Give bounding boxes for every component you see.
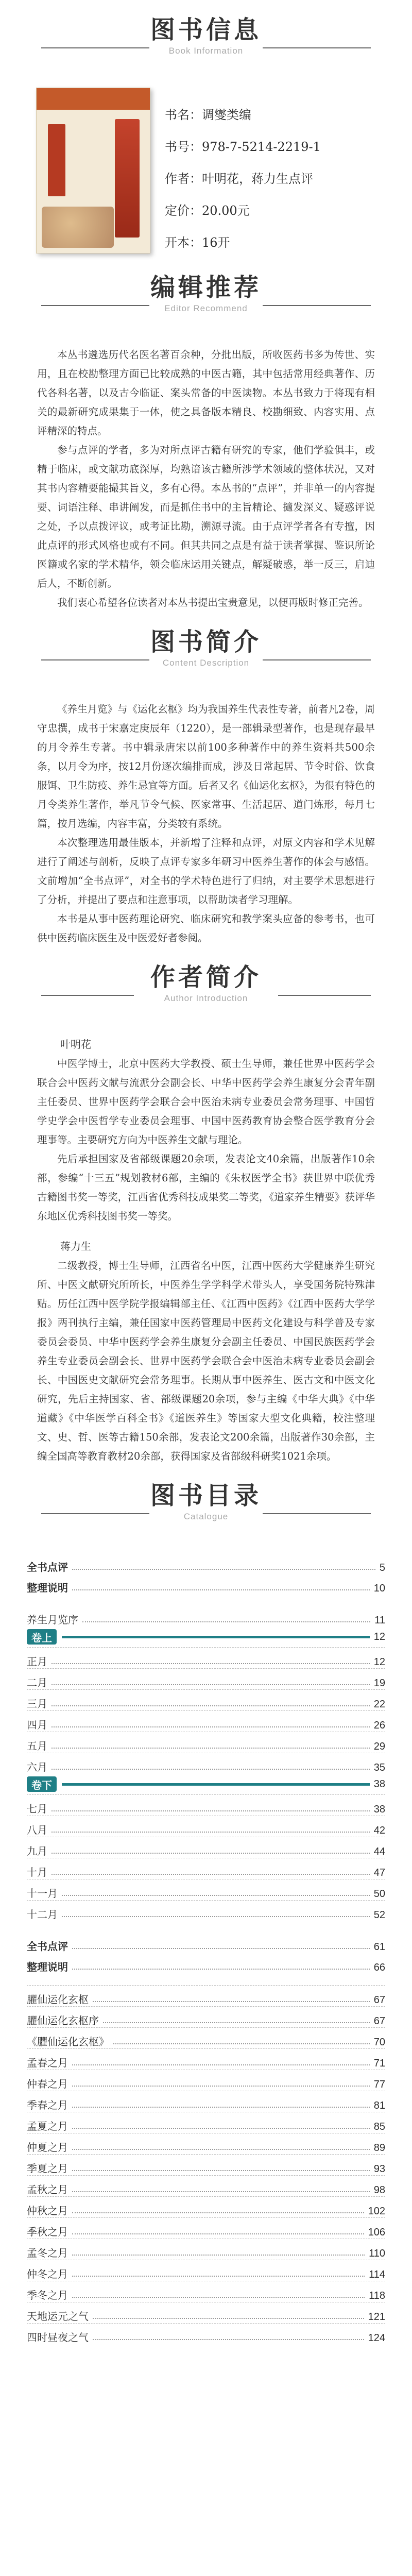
toc-dot-leader <box>93 2001 370 2002</box>
toc-dot-leader <box>72 2255 365 2256</box>
toc-entry <box>27 1689 385 1710</box>
volume-2-tag: 卷下 <box>27 1776 57 1792</box>
volume-1-bar <box>27 1626 385 1647</box>
toc-dot-leader <box>82 1621 370 1622</box>
toc-entry-page: 38 <box>373 1804 385 1815</box>
editor-text <box>0 345 412 612</box>
book-isbn-line: 书号：978-7-5214-2219-1 <box>165 140 321 154</box>
toc-entry-title: 九月 <box>27 1845 47 1857</box>
toc-dot-leader <box>72 2064 370 2065</box>
intro-paragraph: 本书是从事中医药理论研究、临床研究和教学案头应备的参考书，也可供中医药临床医生及中医爱好者参阅。 <box>37 913 375 944</box>
toc-entry-page: 10 <box>373 1583 385 1594</box>
toc-entry <box>27 1816 385 1837</box>
toc-dot-leader <box>72 2149 370 2150</box>
toc-entry <box>27 1668 385 1689</box>
toc-entry <box>27 1574 385 1595</box>
table-of-contents <box>0 1553 412 2344</box>
book-info-lines <box>165 99 321 259</box>
toc-entry-title: 整理说明 <box>27 1961 68 1973</box>
toc-entry <box>27 2281 385 2302</box>
toc-entry-page: 26 <box>373 1720 385 1731</box>
book-info-block <box>0 88 412 258</box>
toc-entry-title: 季冬之月 <box>27 2289 68 2301</box>
volume-1-page: 12 <box>373 1631 385 1642</box>
toc-entry-title: 十月 <box>27 1866 47 1878</box>
section-subtitle: Editor Recommend <box>164 303 248 313</box>
toc-dot-leader <box>72 2107 370 2108</box>
toc-entry <box>27 1732 385 1753</box>
header-rule-left <box>41 995 134 996</box>
section-title: 编辑推荐 <box>150 273 262 302</box>
toc-entry <box>27 1647 385 1668</box>
toc-entry <box>27 2112 385 2133</box>
header-rule-left <box>41 47 149 48</box>
toc-dot-leader <box>72 2276 365 2277</box>
toc-entry-title: 正月 <box>27 1655 47 1668</box>
toc-entry-page: 19 <box>373 1677 385 1689</box>
toc-entry-page: 67 <box>373 1994 385 2006</box>
section-title: 图书信息 <box>150 15 262 44</box>
section-subtitle: Content Description <box>162 658 250 668</box>
toc-entry <box>27 2217 385 2239</box>
author-paragraph: 先后承担国家及省部级课题20余项，发表论文40余篇，出版著作10余部，参编“十三五”规划教材6部，主编的《朱权医学全书》获世界中联优秀古籍图书奖一等奖，江西省优秀科技成果奖二等奖，《道家养生精要》获评华东地区优秀科技图书奖一等奖。 <box>37 1153 375 1222</box>
toc-entry-title: 仲秋之月 <box>27 2205 68 2217</box>
header-rule-right <box>278 995 371 996</box>
toc-entry <box>27 2196 385 2217</box>
toc-entry <box>27 1710 385 1732</box>
toc-entry <box>27 2091 385 2112</box>
toc-dot-leader <box>72 1589 370 1590</box>
toc-entry <box>27 1794 385 1816</box>
toc-entry-page: 114 <box>369 2269 385 2280</box>
editor-paragraph: 本丛书遴选历代名医名著百余种，分批出版，所收医药书多为传世、实用，且在校勘整理方面已比较成熟的中医古籍，其中包括常用经典著作、历代各科名著，以及古今临证、案头常备的中医读物。本丛书致力于将现有相关的最新研究成果集于一体，使之具备版本精良、校勘细致、内容实用、点评精深的特点。 <box>37 349 375 437</box>
toc-entry <box>27 2006 385 2027</box>
toc-dot-leader <box>103 2022 370 2023</box>
toc-entry <box>27 2260 385 2281</box>
toc-entry-page: 118 <box>369 2290 385 2301</box>
toc-entry-page: 71 <box>373 2058 385 2069</box>
intro-header <box>0 612 412 700</box>
toc-entry-page: 77 <box>373 2079 385 2090</box>
author-paragraph: 中医学博士，北京中医药大学教授、硕士生导师，兼任世界中医药学会联合会中医药文献与流派分会副会长、中华中医药学会养生康复分会青年副主任委员、世界中医药学会联合会中医治未病专业委员会常务理事、中国哲学史学会中医哲学专业委员会理事、中国中医药教育协会整合医学教育分会理事等。主要研究方向为中医养生文献与理论。 <box>37 1058 375 1146</box>
section-subtitle: Author Introduction <box>164 993 248 1003</box>
toc-entry <box>27 1553 385 1574</box>
toc-entry-page: 106 <box>368 2227 385 2238</box>
toc-entry-title: 季春之月 <box>27 2099 68 2111</box>
toc-entry-title: 四时昼夜之气 <box>27 2331 89 2344</box>
toc-entry-title: 十二月 <box>27 1908 58 1921</box>
toc-entry <box>27 1753 385 1774</box>
toc-entry <box>27 2239 385 2260</box>
header-rule-right <box>263 47 371 48</box>
toc-entry <box>27 2048 385 2070</box>
toc-entry-title: 孟冬之月 <box>27 2247 68 2259</box>
toc-dot-leader <box>93 2318 364 2319</box>
toc-entry-title: 孟春之月 <box>27 2057 68 2069</box>
header-rule-left <box>41 1513 149 1514</box>
toc-dot-leader <box>52 1832 370 1833</box>
author-text <box>0 1035 412 1466</box>
toc-entry-title: 六月 <box>27 1761 47 1773</box>
header-rule-left <box>41 305 149 306</box>
toc-dot-leader <box>93 2339 364 2340</box>
toc-dot-leader <box>113 2043 370 2044</box>
toc-entry-title: 全书点评 <box>27 1561 68 1573</box>
section-title: 图书目录 <box>150 1481 262 1510</box>
header-rule-left <box>41 659 149 660</box>
toc-entry <box>27 1879 385 1900</box>
toc-dot-leader <box>52 1663 370 1664</box>
toc-entry-page: 52 <box>373 1909 385 1921</box>
toc-entry <box>27 1953 385 1974</box>
toc-entry-page: 81 <box>373 2100 385 2111</box>
toc-dot-leader <box>52 1874 370 1875</box>
toc-entry <box>27 2070 385 2091</box>
intro-text <box>0 700 412 947</box>
section-subtitle: Book Information <box>168 46 244 56</box>
toc-entry-title: 季夏之月 <box>27 2162 68 2175</box>
toc-entry <box>27 2133 385 2154</box>
toc-entry-title: 七月 <box>27 1803 47 1815</box>
toc-entry <box>27 2154 385 2175</box>
toc-entry-page: 12 <box>373 1656 385 1668</box>
toc-entry-title: 五月 <box>27 1740 47 1752</box>
toc-entry-page: 66 <box>373 1962 385 1973</box>
toc-entry-page: 50 <box>373 1888 385 1900</box>
cover-title-strip <box>115 119 140 238</box>
toc-entry-title: 孟秋之月 <box>27 2183 68 2196</box>
toc-entry-title: 八月 <box>27 1824 47 1836</box>
toc-entry-page: 42 <box>373 1825 385 1836</box>
toc-entry-title: 《臞仙运化玄枢》 <box>27 2036 109 2048</box>
header-rule-right <box>263 1513 371 1514</box>
toc-dot-leader <box>72 2233 364 2234</box>
volume-1-line <box>62 1636 370 1638</box>
toc-entry-page: 35 <box>373 1762 385 1773</box>
toc-entry <box>27 2323 385 2344</box>
toc-dot-leader <box>52 1748 370 1749</box>
book-price-line: 定价：20.00元 <box>165 204 250 218</box>
toc-dot-leader <box>72 2170 370 2171</box>
toc-dot-leader <box>62 1916 370 1917</box>
toc-entry-title: 十一月 <box>27 1887 58 1900</box>
toc-entry-page: 124 <box>368 2332 385 2344</box>
volume-2-bar <box>27 1774 385 1794</box>
toc-entry-page: 5 <box>379 1562 385 1573</box>
volume-2-page: 38 <box>373 1778 385 1790</box>
toc-entry-title: 四月 <box>27 1719 47 1731</box>
toc-entry <box>27 1933 385 1953</box>
toc-entry-title: 仲春之月 <box>27 2078 68 2090</box>
toc-entry <box>27 2175 385 2196</box>
cover-seal <box>48 124 65 196</box>
header-rule-right <box>263 659 371 660</box>
toc-entry-page: 98 <box>373 2184 385 2196</box>
toc-dot-leader <box>72 2128 370 2129</box>
toc-entry-page: 29 <box>373 1741 385 1752</box>
header-rule-right <box>263 305 371 306</box>
intro-paragraph: 本次整理选用最佳版本，并新增了注释和点评，对原文内容和学术见解进行了阐述与剖析，反映了点评专家多年研习中医养生著作的体会与感悟。文前增加“全书点评”，对全书的学术特色进行了归纳，对主要学术思想进行了分析，并提出了要点和注意事项，以帮助读者学习理解。 <box>37 837 375 906</box>
toc-dot-leader <box>52 1810 370 1811</box>
toc-entry <box>27 1606 385 1626</box>
toc-entry-title: 二月 <box>27 1676 47 1689</box>
book-title-line: 书名：调燮类编 <box>165 108 251 122</box>
editor-paragraph: 参与点评的学者，多为对所点评古籍有研究的专家，他们学验俱丰，或精于临床，或文献功底深厚，均熟谙该古籍所涉学术领域的整体状况，又对其书内容精要能撮其旨义，多有心得。本丛书的“点评”，并非单一的内容提要、词语注释、串讲阐发，而是抓住书中的主旨精论、擿发深义、疑惑评说之处，予以点拨评议，或考证比勘，溯源寻流。由于点评学者各有专擅，因此点评的形式风格也或有不同。但其共同之点是有益于读者掌握、鉴识所论医籍或名家的学术精华，领会临床运用关键点，解疑破惑，举一反三，启迪后人，不断创新。 <box>37 444 375 589</box>
toc-entry-title: 三月 <box>27 1698 47 1710</box>
toc-entry-page: 47 <box>373 1867 385 1878</box>
toc-entry <box>27 1837 385 1858</box>
toc-entry-page: 85 <box>373 2121 385 2132</box>
toc-entry-page: 61 <box>373 1941 385 1953</box>
book-info-header <box>0 0 412 88</box>
toc-dot-leader <box>72 1948 370 1949</box>
toc-entry-title: 臞仙运化玄枢序 <box>27 2014 99 2027</box>
book-format-line: 开本：16开 <box>165 235 230 250</box>
toc-entry-page: 44 <box>373 1846 385 1857</box>
toc-entry-title: 天地运元之气 <box>27 2310 89 2323</box>
cover-illustration <box>42 207 114 248</box>
toc-entry-title: 仲夏之月 <box>27 2141 68 2154</box>
toc-dot-leader <box>72 2086 370 2087</box>
toc-entry-page: 102 <box>368 2206 385 2217</box>
intro-paragraph: 《养生月览》与《运化玄枢》均为我国养生代表性专著，前者凡2卷，周守忠撰，成书于宋嘉定庚辰年（1220），是一部辑录型著作，也是现存最早的月令养生专著。书中辑录唐宋以前100多种著作中的养生资料共500余条，以月令为序，按12月份逐次编排而成，涉及日常起居、节令时俗、饮食服饵、卫生防疫、养生忌宜等方面。后者又名《仙运化玄枢》，为很有特色的月令类养生著作，举凡节令气候、医家常事、生活起居、道门炼形，每月七篇，按月选编，内容丰富，分类较有系统。 <box>37 703 375 829</box>
section-title: 图书简介 <box>150 628 262 656</box>
volume-1-tag: 卷上 <box>27 1629 57 1645</box>
toc-dot-leader <box>52 1853 370 1854</box>
toc-dot-leader <box>52 1684 370 1685</box>
toc-entry-title: 臞仙运化玄枢 <box>27 1993 89 2006</box>
toc-entry-page: 89 <box>373 2142 385 2154</box>
toc-entry-page: 110 <box>369 2248 385 2259</box>
toc-dot-leader <box>72 2297 365 2298</box>
author-header <box>0 947 412 1035</box>
toc-entry <box>27 2302 385 2323</box>
toc-dot-leader <box>62 1895 370 1896</box>
author-name: 叶明花 <box>60 1038 91 1050</box>
toc-dot-leader <box>72 1569 375 1570</box>
toc-dot-leader <box>52 1705 370 1706</box>
section-title: 作者简介 <box>150 963 262 992</box>
author-name: 蒋力生 <box>60 1240 91 1252</box>
toc-entry-title: 整理说明 <box>27 1582 68 1594</box>
toc-entry-page: 121 <box>368 2311 385 2323</box>
editor-paragraph: 我们衷心希望各位读者对本丛书提出宝贵意见，以便再版时修正完善。 <box>57 597 369 608</box>
toc-entry-title: 季秋之月 <box>27 2226 68 2238</box>
toc-dot-leader <box>52 1726 370 1727</box>
toc-entry <box>27 1900 385 1921</box>
toc-entry-page: 70 <box>373 2037 385 2048</box>
toc-entry <box>27 1858 385 1879</box>
volume-2-line <box>62 1783 370 1786</box>
book-cover-image <box>36 88 150 253</box>
book-author-line: 作者：叶明花，蒋力生点评 <box>165 172 313 186</box>
toc-entry <box>27 2027 385 2048</box>
section-subtitle: Catalogue <box>183 1512 229 1521</box>
toc-entry <box>27 1985 385 2006</box>
toc-entry-page: 67 <box>373 2015 385 2027</box>
editor-header <box>0 258 412 345</box>
author-paragraph: 二级教授，博士生导师，江西省名中医，江西中医药大学健康养生研究所、中医文献研究所所长，中医养生学学科学术带头人，享受国务院特殊津贴。历任江西中医学院学报编辑部主任、《江西中医药》《江西中医药大学学报》两刊执行主编，兼任国家中医药管理局中医药文化建设与科学普及专家委员会委员、中华中医药学会养生康复分会副主任委员、中国民族医药学会养生专业委员会副会长、世界中医药学会联合会中医治未病专业委员会副会长、中国医史文献研究会常务理事。长期从事中医养生、医古文和中医文化研究，先后主持国家、省、部级课题20余项，参与主编《中华大典》《中华道藏》《中华医学百科全书》《道医养生》等国家大型文化典籍，校注整理文、史、哲、医等古籍150余部，发表论文200余篇，出版著作30余部，主编全国高等教育教材20余部，获得国家及省部级科研奖1021余项。 <box>37 1260 375 1462</box>
toc-entry-page: 11 <box>374 1615 385 1626</box>
toc-dot-leader <box>52 1769 370 1770</box>
toc-dot-leader <box>72 1969 370 1970</box>
toc-dot-leader <box>72 2212 364 2213</box>
toc-entry-page: 93 <box>373 2163 385 2175</box>
toc-entry-title: 全书点评 <box>27 1940 68 1953</box>
toc-dot-leader <box>72 2191 370 2192</box>
toc-entry-title: 养生月览序 <box>27 1614 78 1626</box>
catalogue-header <box>0 1466 412 1553</box>
cover-top-band <box>37 88 150 110</box>
toc-entry-page: 22 <box>373 1699 385 1710</box>
toc-entry-title: 孟夏之月 <box>27 2120 68 2132</box>
toc-entry-title: 仲冬之月 <box>27 2268 68 2280</box>
